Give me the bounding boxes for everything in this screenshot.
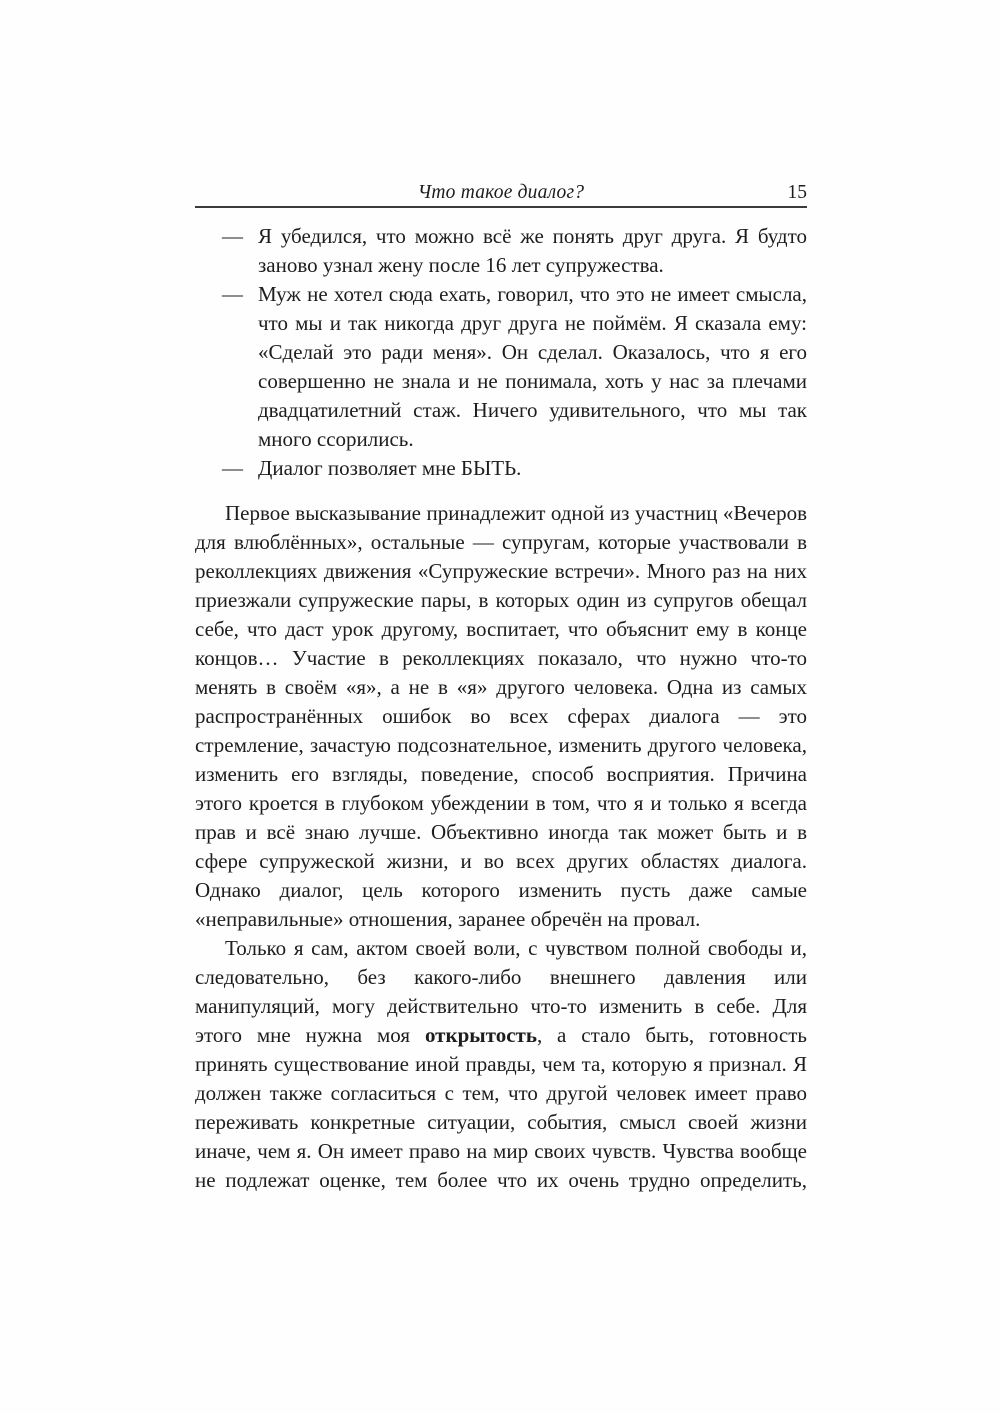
quote-text: Диалог позволяет мне БЫТЬ.: [258, 456, 522, 480]
running-title: Что такое диалог?: [417, 182, 585, 203]
quote-item: [195, 280, 807, 454]
quote-list: [195, 222, 807, 483]
header-rule: [195, 206, 807, 208]
paragraph-text: , а стало быть, готовность принять существование иной правды, чем та, которую я признал. Я должен также согласиться с тем, что другой человек имеет право переживать конкретные ситуации, события, смысл своей жизни иначе, чем я. Он имеет право на мир своих чувств. Чувства вообще не подлежат оценке, тем более что их очень трудно определить,: [195, 1023, 808, 1192]
quote-text: Я убедился, что можно всё же понять друг друга. Я будто заново узнал жену после 16 лет супружества.: [258, 224, 807, 277]
quote-dash: —: [222, 224, 243, 248]
body-text: [195, 499, 807, 1195]
page-header: [195, 180, 807, 206]
paragraph: Первое высказывание принадлежит одной из участниц «Вечеров для влюблённых», остальные — супругам, которые участвовали в реколлекциях движения «Супружеские встречи». Много раз на них приезжали супружеские пары, в которых один из супругов обещал себе, что даст урок другому, воспитает, что объяснит ему в конце концов… Участие в реколлекциях показало, что нужно что-то менять в своём «я», а не в «я» другого человека. Одна из самых распространённых ошибок во всех сферах диалога — это стремление, зачастую подсознательное, изменить другого человека, изменить его взгляды, поведение, способ восприятия. Причина этого кроется в глубоком убеждении в том, что я и только я всегда прав и всё знаю лучше. Объективно иногда так может быть и в сфере супружеской жизни, и во всех других областях диалога. Однако диалог, цель которого изменить пусть даже самые «неправильные» отношения, заранее обречён на провал.: [195, 501, 807, 931]
page-number: 15: [787, 182, 807, 203]
bold-term: открытость: [424, 1023, 537, 1047]
quote-item: [195, 454, 807, 483]
text-block: [195, 180, 807, 1195]
quote-text: Муж не хотел сюда ехать, говорил, что это не имеет смысла, что мы и так никогда друг друга не поймём. Я сказала ему: «Сделай это ради меня». Он сделал. Оказалось, что я его совершенно не знала и не понимала, хоть у нас за плечами двадцатилетний стаж. Ничего удивительного, что мы так много ссорились.: [258, 282, 807, 451]
quote-item: [195, 222, 807, 280]
paragraph-text: Только я сам, актом своей воли, с чувством полной свободы и, следовательно, без какого-либо внешнего давления или манипуляций, могу действительно что-то изменить в себе. Для этого мне нужна моя: [195, 936, 807, 1047]
quote-dash: —: [222, 456, 243, 480]
paragraph: [195, 934, 807, 1195]
quote-dash: —: [222, 282, 243, 306]
